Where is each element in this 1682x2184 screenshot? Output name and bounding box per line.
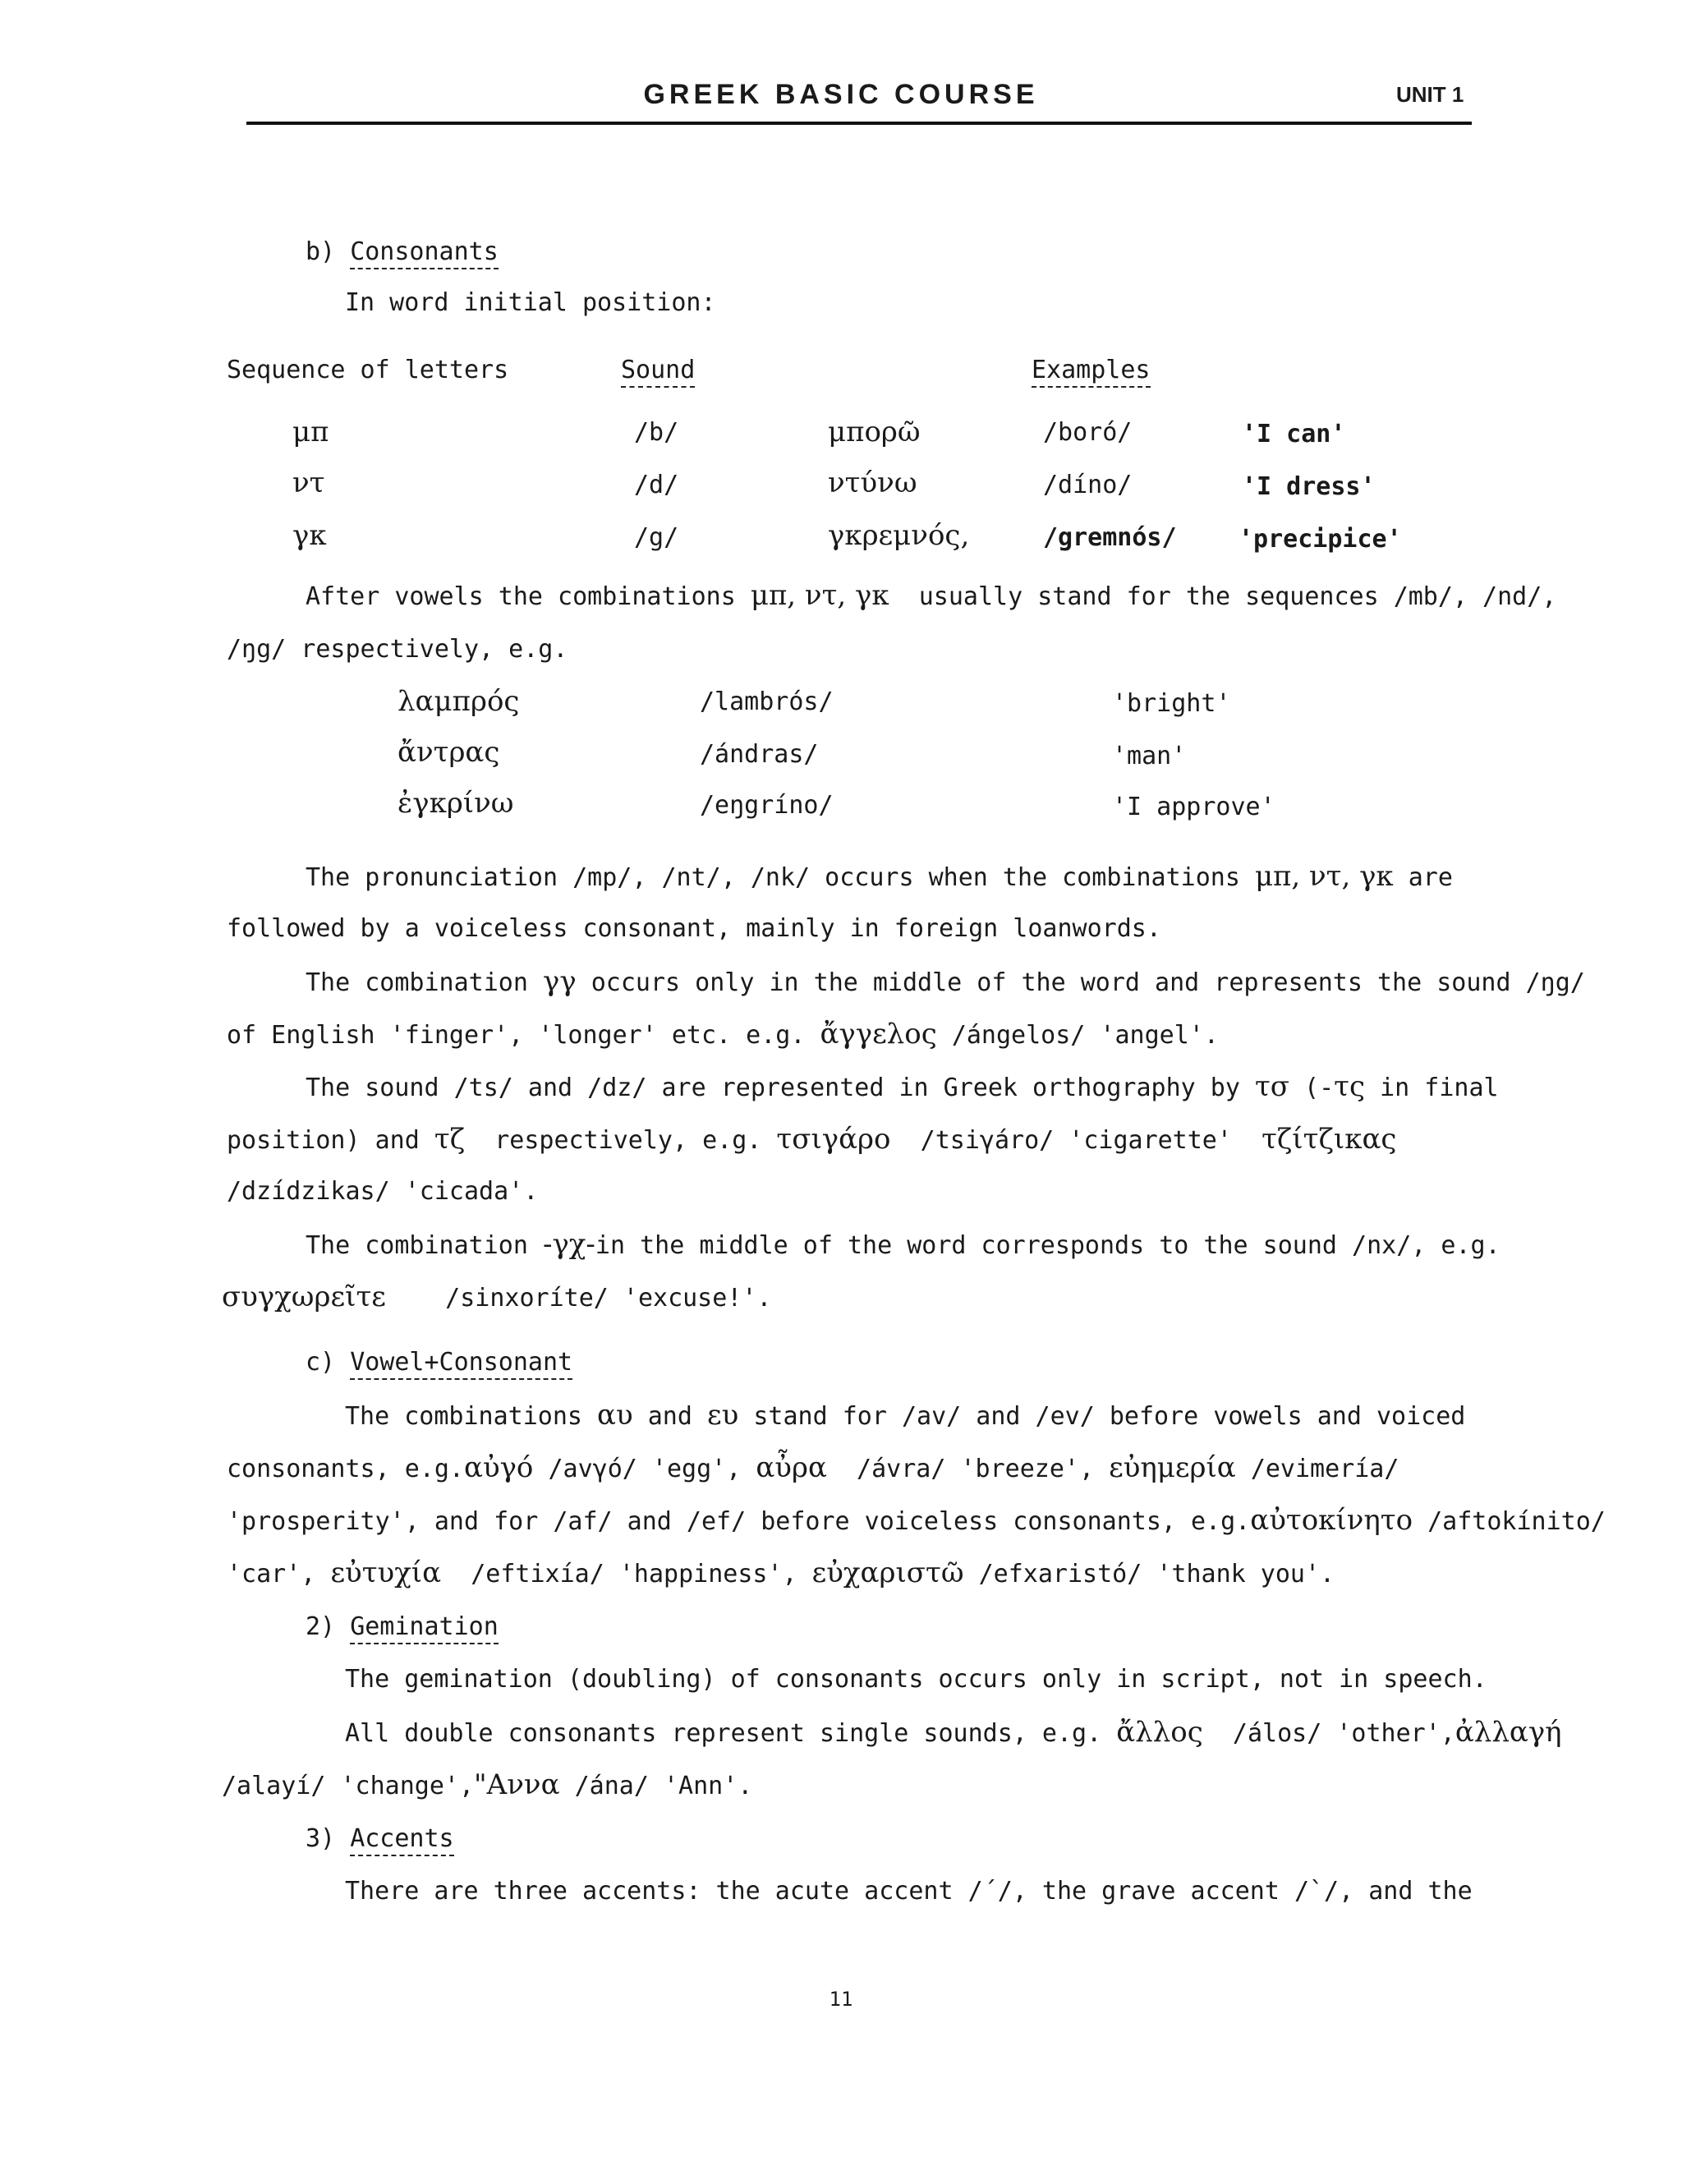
paragraph-vowel-consonant-4: 'car', εὐτυχία /eftixía/ 'happiness', εὐχαριστῶ /efxaristó/ 'thank you'. [227, 1556, 1335, 1589]
section-b-intro: In word initial position: [345, 288, 716, 317]
paragraph-ts-dz-end: /dzídzikas/ 'cicada'. [227, 1177, 539, 1206]
table-row-sound: /b/ [634, 418, 679, 447]
section-2-heading: 2) Gemination [306, 1612, 499, 1643]
paragraph-ts-dz-cont: position) and τζ respectively, e.g. τσιγάρο /tsiγáro/ 'cigarette' τζίτζικας [227, 1123, 1397, 1156]
paragraph-gx: The combination -γχ-in the middle of the word corresponds to the sound /nx/, e.g. [306, 1228, 1500, 1261]
column-header-sequence: Sequence of letters [227, 356, 509, 384]
example-meaning: 'bright' [1112, 689, 1231, 718]
example-greek: ἐγκρίνω [398, 787, 514, 820]
table-row-greek: μπορῶ [828, 416, 921, 448]
table-row-greek: γκρεμνός, [828, 519, 970, 552]
section-3-heading: 3) Accents [306, 1823, 454, 1855]
table-row-sound: /g/ [634, 523, 679, 552]
paragraph-gemination-2: All double consonants represent single sounds, e.g. ἄλλος /álos/ 'other',ἀλλαγή [345, 1716, 1562, 1749]
section-2-title: Gemination [350, 1612, 499, 1644]
table-row-letters: μπ [292, 416, 329, 448]
paragraph-gg: The combination γγ occurs only in the middle of the word and represents the sound /ŋg/ [306, 965, 1585, 998]
section-b-title: Consonants [350, 237, 499, 269]
table-row-translit: /boró/ [1043, 418, 1133, 447]
table-row-translit: /gremnós/ [1043, 523, 1177, 552]
table-row-greek: ντύνω [828, 467, 917, 499]
table-row-meaning: 'I can' [1242, 420, 1346, 448]
example-meaning: 'I approve' [1112, 793, 1275, 821]
paragraph-gemination-3: /alayí/ 'change',"Αννα /ána/ 'Ann'. [222, 1768, 753, 1801]
example-translit: /lambrós/ [700, 687, 834, 716]
table-row-letters: ντ [292, 467, 325, 499]
example-meaning: 'man' [1112, 742, 1187, 770]
paragraph-after-vowels: After vowels the combinations μπ, ντ, γκ usually stand for the sequences /mb/, /nd/, [306, 579, 1557, 612]
section-c-title: Vowel+Consonant [350, 1348, 572, 1380]
example-greek: ἄντρας [398, 736, 500, 769]
header-rule [246, 122, 1472, 125]
section-b-heading: b) Consonants [306, 237, 499, 268]
table-row-translit: /díno/ [1043, 471, 1133, 499]
paragraph-vowel-consonant-2: consonants, e.g.αὐγό /avγó/ 'egg', αὖρα /ávra/ 'breeze', εὐημερία /evimería/ [227, 1451, 1399, 1484]
table-row-meaning: 'I dress' [1242, 472, 1376, 501]
paragraph-pronunciation-cont: followed by a voiceless consonant, mainly in foreign loanwords. [227, 914, 1161, 943]
column-header-examples: Examples [1032, 355, 1151, 386]
paragraph-vowel-consonant: The combinations αυ and ευ stand for /av/ and /ev/ before vowels and voiced [345, 1399, 1466, 1432]
paragraph-after-vowels-cont: /ŋg/ respectively, e.g. [227, 635, 568, 664]
example-translit: /eŋgríno/ [700, 791, 834, 820]
running-header-title: GREEK BASIC COURSE [643, 79, 1039, 110]
column-header-sound: Sound [621, 355, 695, 386]
running-header-unit: UNIT 1 [1396, 82, 1464, 107]
paragraph-accents: There are three accents: the acute accent /´/, the grave accent /`/, and the [345, 1877, 1473, 1906]
paragraph-vowel-consonant-3: 'prosperity', and for /af/ and /ef/ before voiceless consonants, e.g.αὐτοκίνητο /aftokínito/ [227, 1504, 1606, 1537]
example-greek: λαμπρός [398, 685, 520, 718]
example-translit: /ándras/ [700, 740, 819, 769]
section-c-heading: c) Vowel+Consonant [306, 1347, 572, 1378]
paragraph-gx-cont: συγχωρεῖτε /sinxoríte/ 'excuse!'. [222, 1281, 772, 1313]
paragraph-ts-dz: The sound /ts/ and /dz/ are represented in Greek orthography by τσ (-τς in final [306, 1070, 1499, 1103]
paragraph-gg-cont: of English 'finger', 'longer' etc. e.g. ἄγγελος /ángelos/ 'angel'. [227, 1018, 1219, 1051]
table-row-letters: γκ [292, 519, 327, 552]
paragraph-gemination: The gemination (doubling) of consonants occurs only in script, not in speech. [345, 1665, 1487, 1694]
paragraph-pronunciation: The pronunciation /mp/, /nt/, /nk/ occurs when the combinations μπ, ντ, γκ are [306, 860, 1453, 893]
table-row-meaning: 'precipice' [1239, 525, 1402, 554]
table-row-sound: /d/ [634, 471, 679, 499]
section-3-title: Accents [350, 1824, 453, 1856]
page-number: 11 [829, 1988, 853, 2011]
